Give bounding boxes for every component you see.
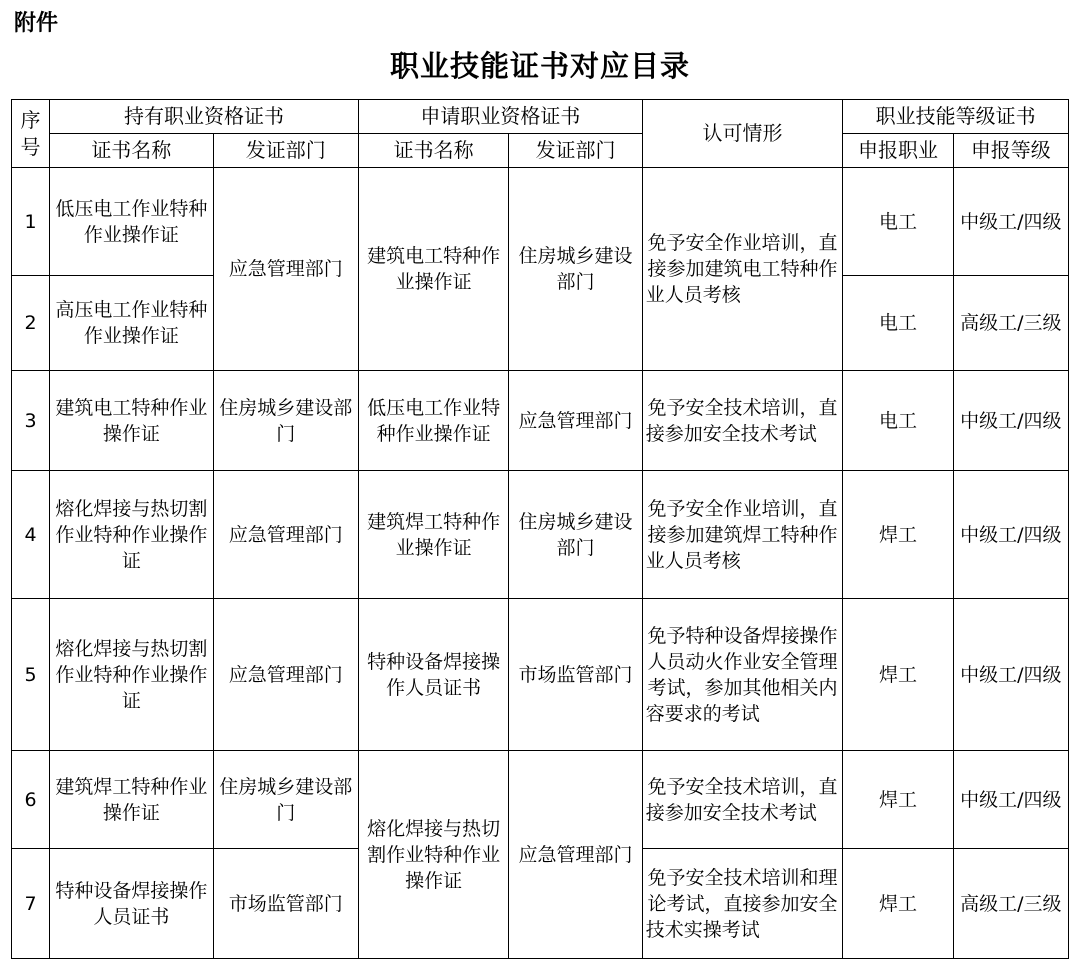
header-issue-dept: 发证部门 bbox=[213, 134, 358, 168]
cell-hold-dept: 应急管理部门 bbox=[213, 168, 358, 371]
cell-seq: 4 bbox=[12, 471, 50, 599]
cell-recognition: 免予安全技术培训，直接参加安全技术考试 bbox=[642, 371, 843, 471]
certificate-mapping-table bbox=[11, 99, 1069, 959]
cell-seq: 2 bbox=[12, 276, 50, 371]
cell-level: 中级工/四级 bbox=[953, 751, 1068, 849]
header-seq bbox=[12, 100, 50, 168]
table-row bbox=[12, 168, 1069, 276]
cell-recognition: 免予安全作业培训，直接参加建筑焊工特种作业人员考核 bbox=[642, 471, 843, 599]
cell-occupation: 电工 bbox=[843, 371, 953, 471]
header-seq-line2: 号 bbox=[20, 134, 41, 159]
cell-apply-name: 熔化焊接与热切割作业特种作业操作证 bbox=[358, 751, 508, 959]
cell-level: 高级工/三级 bbox=[953, 849, 1068, 959]
header-group-apply: 申请职业资格证书 bbox=[358, 100, 642, 134]
table-row bbox=[12, 751, 1069, 849]
cell-occupation: 焊工 bbox=[843, 849, 953, 959]
cell-apply-name: 建筑电工特种作业操作证 bbox=[358, 168, 508, 371]
attachment-label: 附件 bbox=[14, 11, 59, 36]
cell-hold-name: 熔化焊接与热切割作业特种作业操作证 bbox=[50, 471, 213, 599]
cell-occupation: 焊工 bbox=[843, 471, 953, 599]
cell-level: 高级工/三级 bbox=[953, 276, 1068, 371]
header-recognition: 认可情形 bbox=[642, 100, 843, 168]
cell-hold-name: 特种设备焊接操作人员证书 bbox=[50, 849, 213, 959]
header-occupation: 申报职业 bbox=[843, 134, 953, 168]
cell-apply-dept: 住房城乡建设部门 bbox=[509, 471, 642, 599]
table-header-row-2 bbox=[12, 134, 1069, 168]
header-cert-name-2: 证书名称 bbox=[358, 134, 508, 168]
cell-seq: 7 bbox=[12, 849, 50, 959]
header-group-skill: 职业技能等级证书 bbox=[843, 100, 1069, 134]
table-row bbox=[12, 371, 1069, 471]
cell-occupation: 焊工 bbox=[843, 751, 953, 849]
cell-level: 中级工/四级 bbox=[953, 471, 1068, 599]
cell-recognition: 免予安全作业培训，直接参加建筑电工特种作业人员考核 bbox=[642, 168, 843, 371]
table-header-row-1 bbox=[12, 100, 1069, 134]
cell-hold-dept: 住房城乡建设部门 bbox=[213, 751, 358, 849]
table-body bbox=[12, 168, 1069, 959]
cell-recognition: 免予特种设备焊接操作人员动火作业安全管理考试，参加其他相关内容要求的考试 bbox=[642, 599, 843, 751]
cell-apply-name: 建筑焊工特种作业操作证 bbox=[358, 471, 508, 599]
table-header bbox=[12, 100, 1069, 168]
cell-hold-dept: 应急管理部门 bbox=[213, 599, 358, 751]
cell-hold-name: 建筑焊工特种作业操作证 bbox=[50, 751, 213, 849]
header-issue-dept-2: 发证部门 bbox=[509, 134, 642, 168]
cell-hold-name: 熔化焊接与热切割作业特种作业操作证 bbox=[50, 599, 213, 751]
cell-hold-dept: 市场监管部门 bbox=[213, 849, 358, 959]
cell-apply-dept: 住房城乡建设部门 bbox=[509, 168, 642, 371]
table-row bbox=[12, 599, 1069, 751]
cell-seq: 3 bbox=[12, 371, 50, 471]
cell-apply-name: 低压电工作业特种作业操作证 bbox=[358, 371, 508, 471]
header-seq-line1: 序 bbox=[20, 107, 41, 132]
cell-apply-dept: 应急管理部门 bbox=[509, 751, 642, 959]
cell-hold-name: 低压电工作业特种作业操作证 bbox=[50, 168, 213, 276]
header-group-hold: 持有职业资格证书 bbox=[50, 100, 359, 134]
cell-seq: 6 bbox=[12, 751, 50, 849]
cell-hold-name: 建筑电工特种作业操作证 bbox=[50, 371, 213, 471]
cell-hold-name: 高压电工作业特种作业操作证 bbox=[50, 276, 213, 371]
header-level: 申报等级 bbox=[953, 134, 1068, 168]
cell-recognition: 免予安全技术培训，直接参加安全技术考试 bbox=[642, 751, 843, 849]
cell-occupation: 焊工 bbox=[843, 599, 953, 751]
header-cert-name: 证书名称 bbox=[50, 134, 213, 168]
cell-apply-name: 特种设备焊接操作人员证书 bbox=[358, 599, 508, 751]
cell-seq: 5 bbox=[12, 599, 50, 751]
cell-level: 中级工/四级 bbox=[953, 599, 1068, 751]
page-title: 职业技能证书对应目录 bbox=[389, 49, 690, 83]
cell-level: 中级工/四级 bbox=[953, 168, 1068, 276]
cell-hold-dept: 应急管理部门 bbox=[213, 471, 358, 599]
cell-apply-dept: 市场监管部门 bbox=[509, 599, 642, 751]
cell-apply-dept: 应急管理部门 bbox=[509, 371, 642, 471]
table-row bbox=[12, 471, 1069, 599]
cell-seq: 1 bbox=[12, 168, 50, 276]
cell-occupation: 电工 bbox=[843, 168, 953, 276]
cell-occupation: 电工 bbox=[843, 276, 953, 371]
cell-level: 中级工/四级 bbox=[953, 371, 1068, 471]
cell-recognition: 免予安全技术培训和理论考试，直接参加安全技术实操考试 bbox=[642, 849, 843, 959]
cell-hold-dept: 住房城乡建设部门 bbox=[213, 371, 358, 471]
